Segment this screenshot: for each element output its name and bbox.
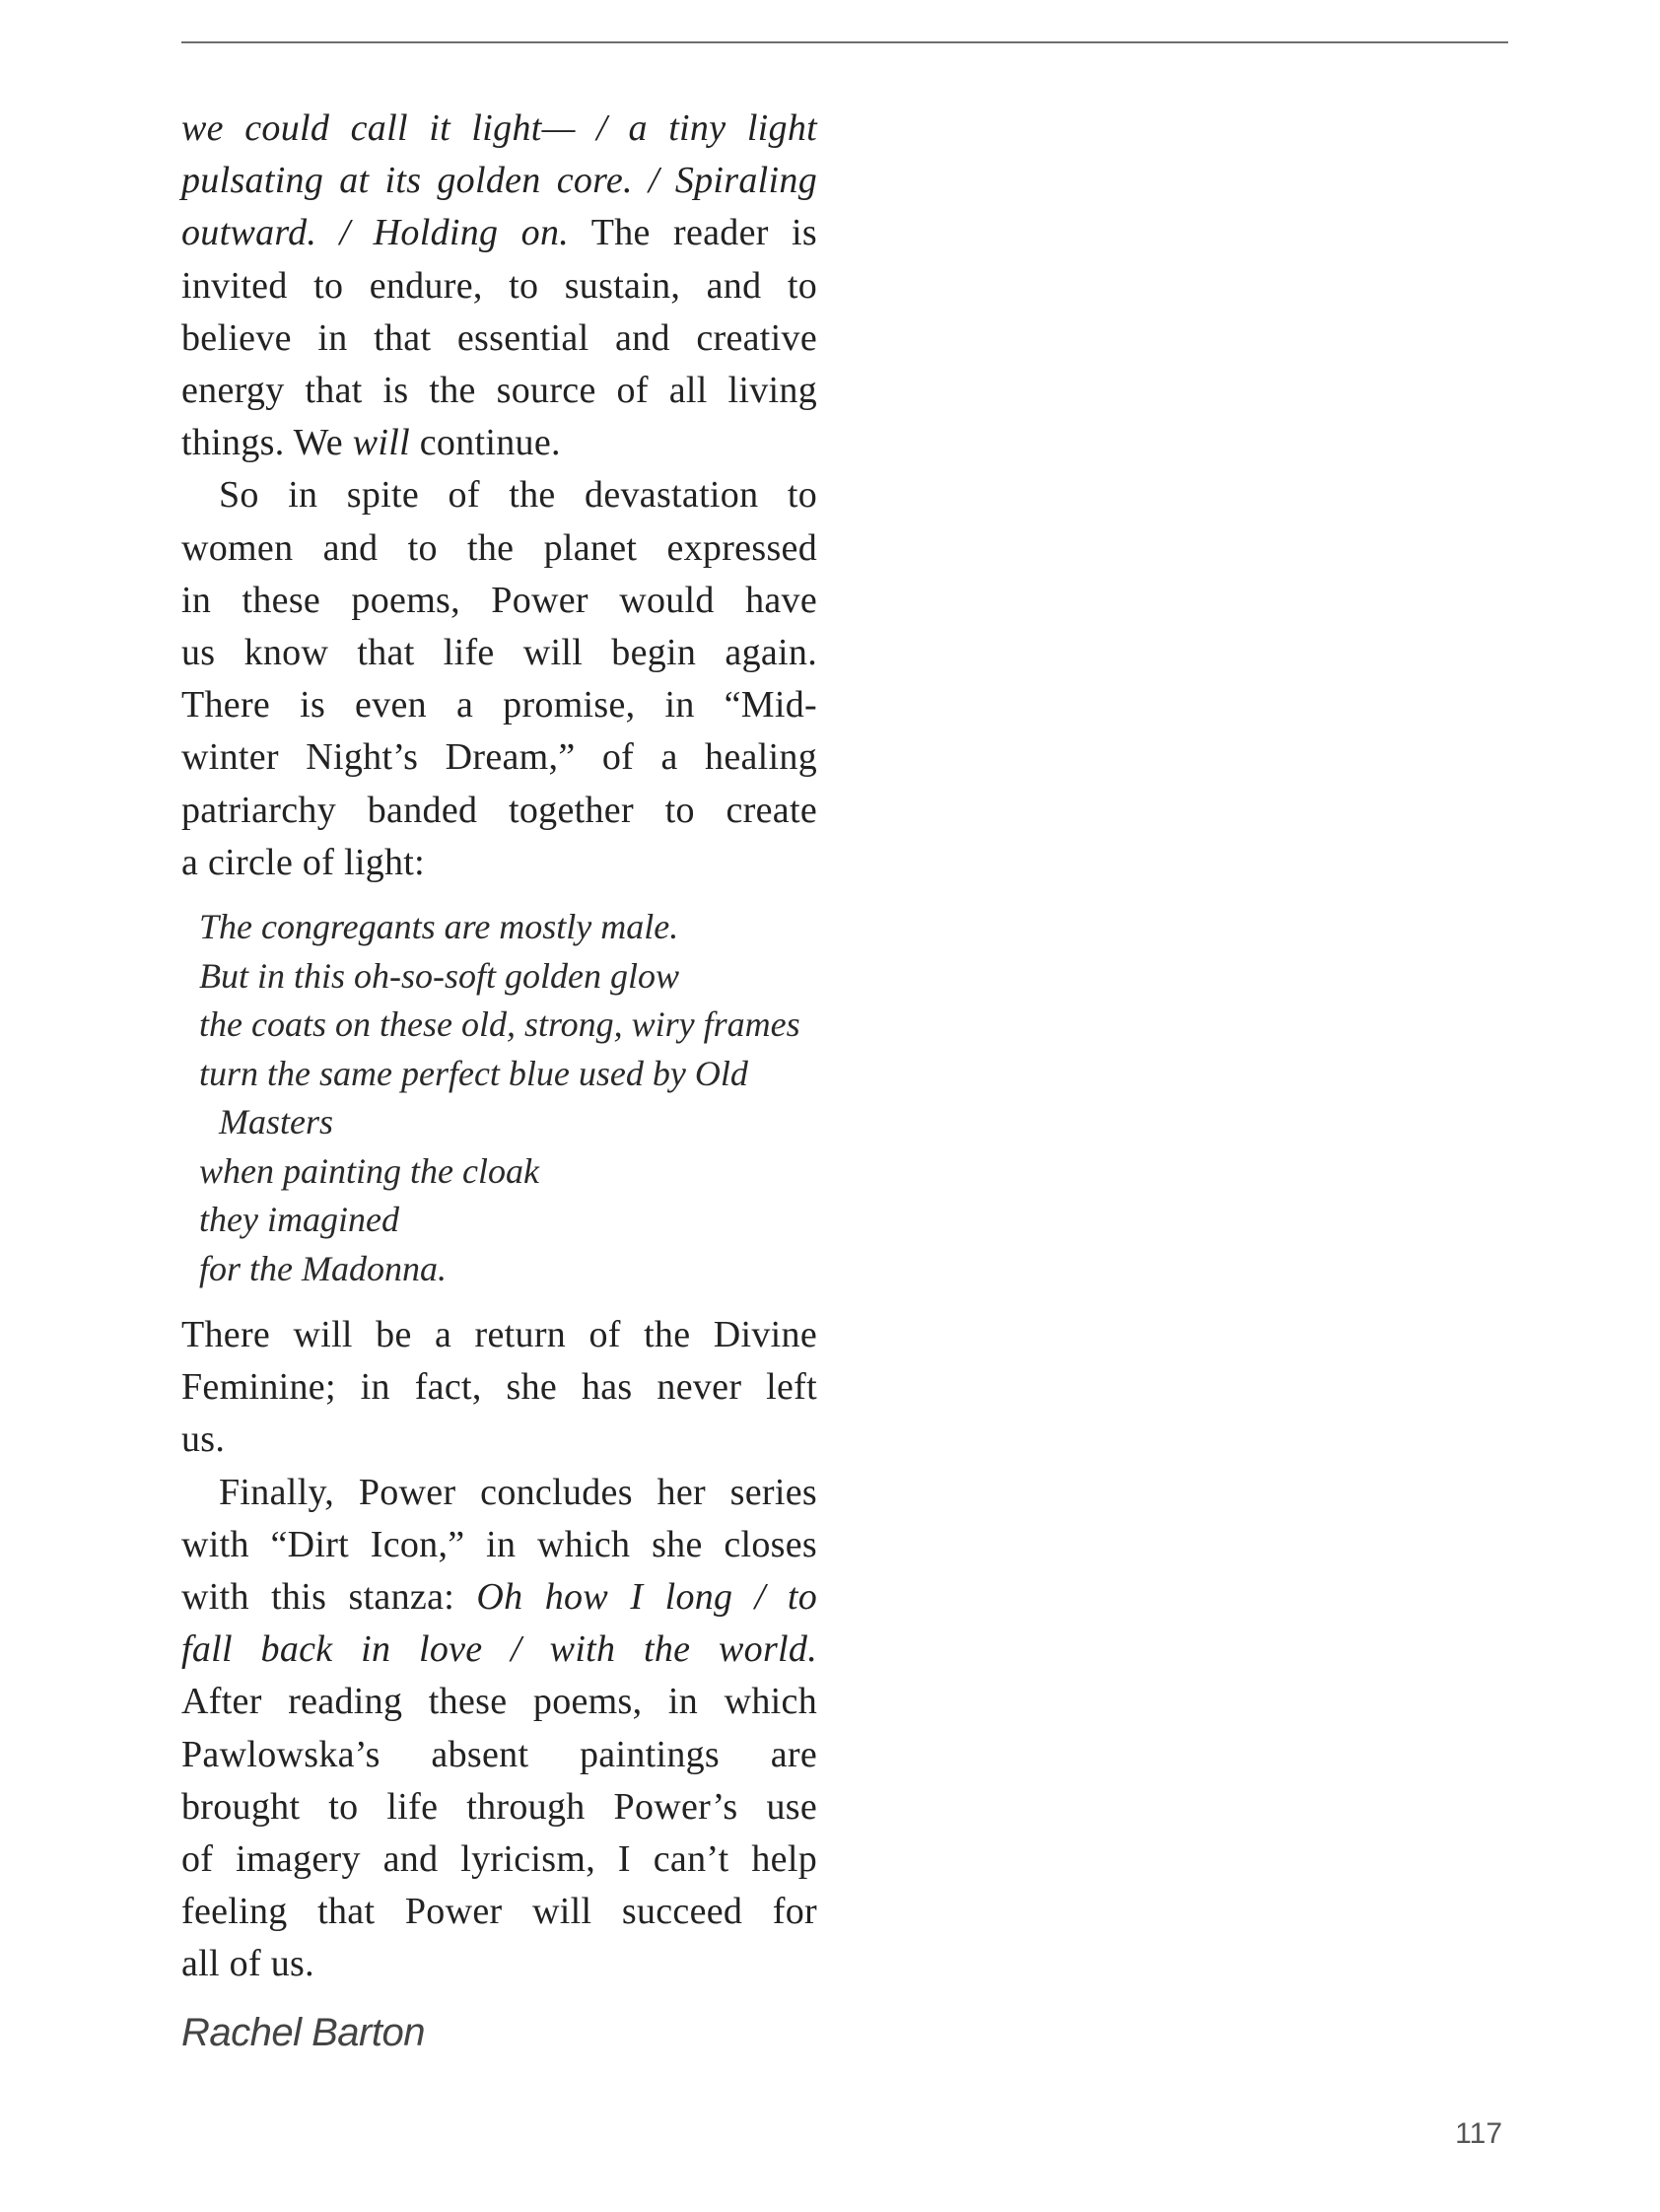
header-rule [181,41,1508,43]
poem-line: turn the same perfect blue used by Old [199,1053,748,1093]
page-number: 117 [1455,2117,1502,2150]
text-line: winter Night’s Dream,” of a healing [181,736,817,779]
text-line: us know that life will begin again. [181,632,817,674]
poem-line: for the Madonna. [199,1248,447,1288]
text-line: a circle of light: [181,841,426,883]
paragraph-3 [181,1309,817,1467]
text-line: we could call it light— / a tiny light [181,107,817,149]
text-line: outward. / Holding on. The reader is [181,212,817,254]
text-line: feeling that Power will succeed for [181,1891,817,1933]
text-line: things. We will continue. [181,422,561,464]
poem-line: But in this oh-so-soft golden glow [199,955,680,996]
text-line: Pawlowska’s absent paintings are [181,1733,817,1775]
poem-excerpt [199,903,817,1293]
paragraph-4 [181,1467,817,1991]
review-column [181,103,817,1991]
text-line: in these poems, Power would have [181,579,817,621]
text-line: women and to the planet expressed [181,526,817,569]
text-line: with “Dirt Icon,” in which she closes [181,1523,817,1565]
text-line: us. [181,1418,226,1461]
text-line: So in spite of the devastation to [219,474,817,517]
text-line: fall back in love / with the world. [181,1628,817,1671]
text-line: brought to life through Power’s use [181,1785,817,1828]
text-line: invited to endure, to sustain, and to [181,264,817,307]
text-line: After reading these poems, in which [181,1681,817,1723]
paragraph-1 [181,103,817,469]
poem-line: The congregants are mostly male. [199,907,679,947]
text-line: with this stanza: Oh how I long / to [181,1576,817,1619]
text-line: believe in that essential and creative [181,316,817,359]
text-line: Finally, Power concludes her series [219,1471,817,1513]
poem-line: they imagined [199,1200,399,1240]
poem-line: when painting the cloak [199,1150,539,1191]
author-signature: Rachel Barton [181,2011,425,2054]
text-line: of imagery and lyricism, I can’t help [181,1838,817,1881]
text-line: all of us. [181,1943,314,1985]
text-line: There is even a promise, in “Mid- [181,684,817,726]
text-line: pulsating at its golden core. / Spiraling [181,160,817,202]
text-line: patriarchy banded together to create [181,789,817,831]
poem-line: the coats on these old, strong, wiry frames [199,1004,800,1045]
paragraph-2 [181,469,817,889]
poem-line: Masters [219,1102,333,1142]
text-line: There will be a return of the Divine [181,1314,817,1356]
text-line: Feminine; in fact, she has never left [181,1366,817,1409]
text-line: energy that is the source of all living [181,370,817,412]
